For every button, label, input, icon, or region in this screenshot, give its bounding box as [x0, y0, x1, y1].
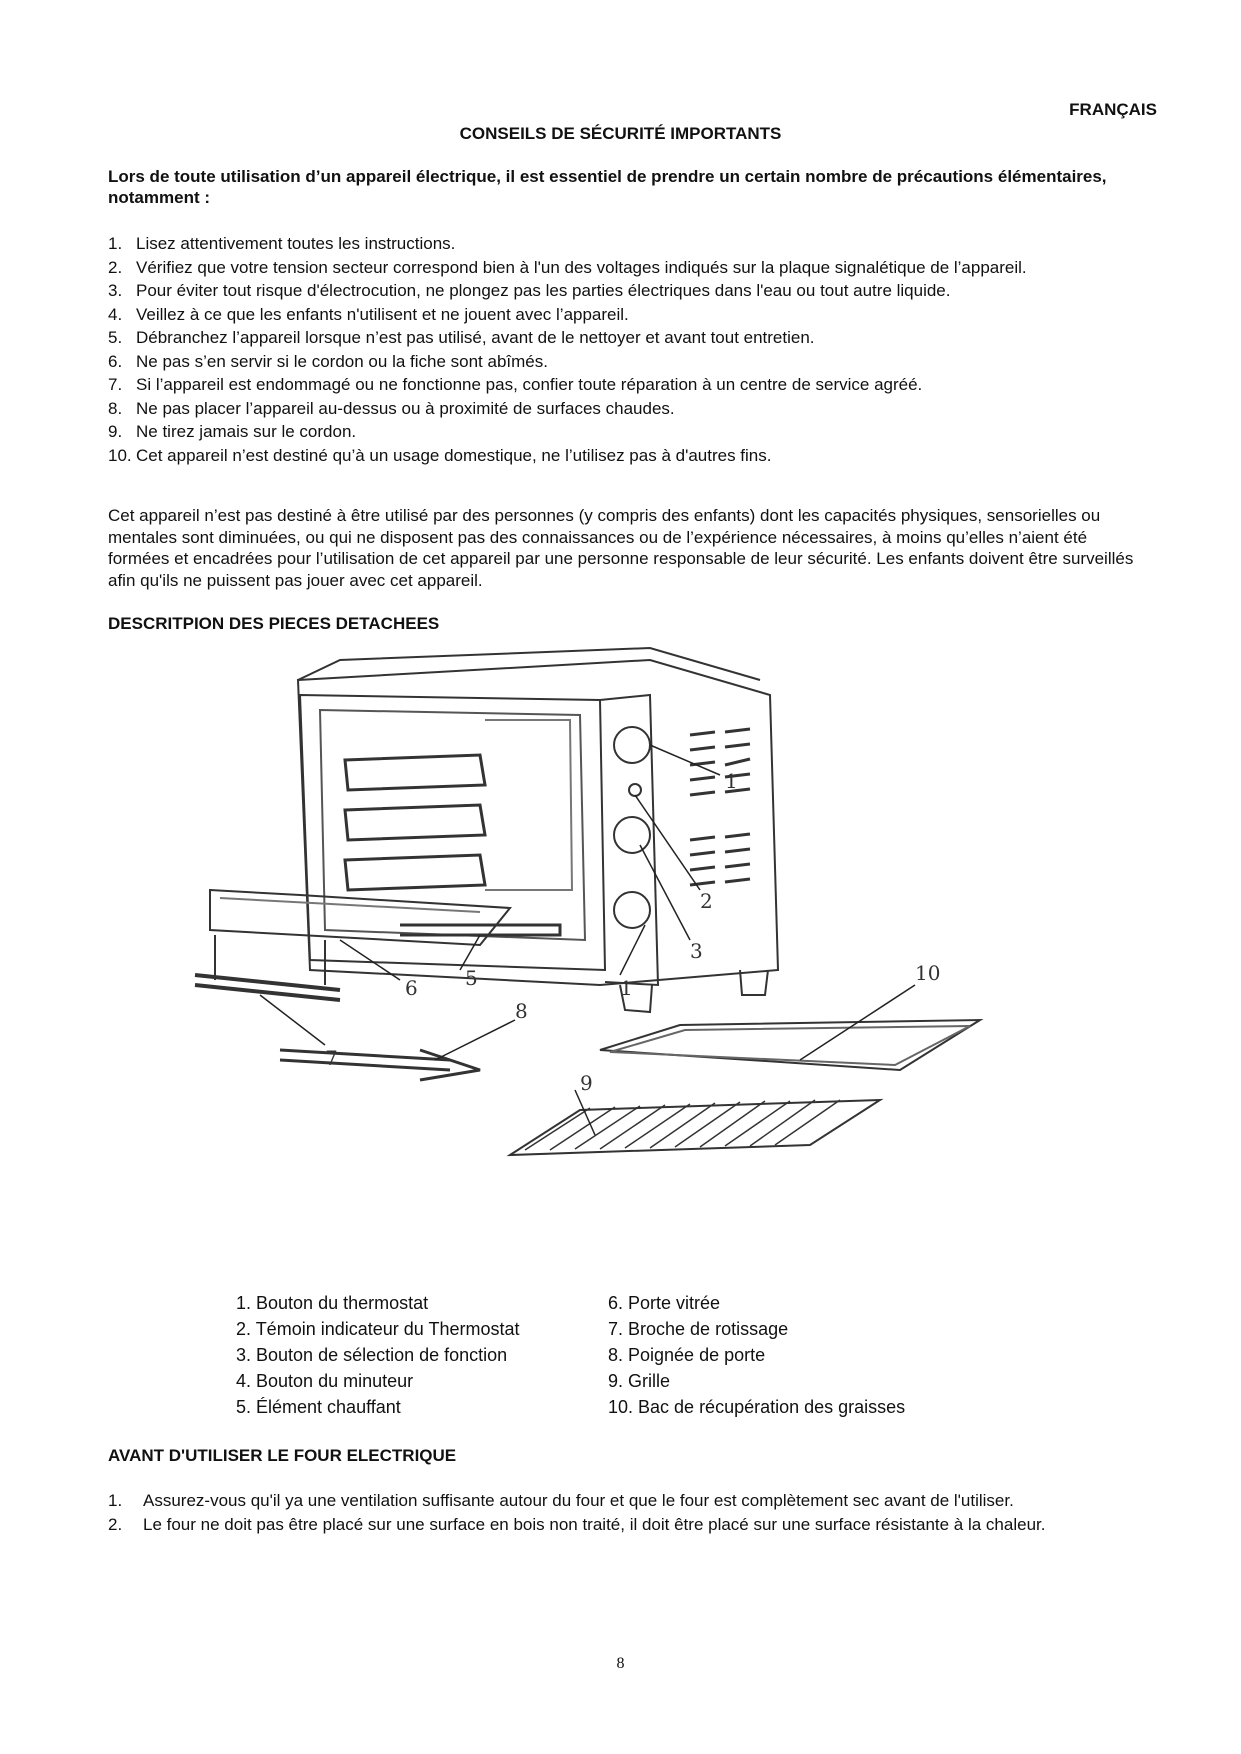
callout-4: 1 — [620, 976, 633, 1000]
item-text: Veillez à ce que les enfants n'utilisent et ne jouent avec l’appareil. — [136, 304, 629, 324]
legend-item: 5. Élément chauffant — [236, 1397, 401, 1417]
list-item — [108, 232, 1148, 256]
item-number: 9. — [108, 422, 123, 441]
legend-item: 8. Poignée de porte — [608, 1345, 766, 1365]
callout-5: 5 — [465, 966, 478, 990]
item-text: Cet appareil n’est destiné qu’à un usage domestique, ne l’utilisez pas à d'autres fins. — [136, 445, 772, 465]
list-item — [108, 279, 1148, 303]
parts-legend — [236, 1290, 996, 1420]
legend-item: 4. Bouton du minuteur — [236, 1371, 414, 1391]
list-item — [108, 256, 1148, 280]
item-text: Pour éviter tout risque d'électrocution, ne plongez pas les parties électriques dans l'eau ou tout autre liquide. — [136, 281, 951, 300]
legend-item: 1. Bouton du thermostat — [236, 1293, 429, 1313]
glass-door — [210, 890, 510, 945]
list-item — [108, 303, 1148, 327]
leader-line — [640, 845, 690, 940]
safety-title: CONSEILS DE SÉCURITÉ IMPORTANTS — [459, 124, 782, 143]
callout-8: 8 — [515, 999, 528, 1023]
callout-3: 3 — [690, 939, 703, 963]
item-text: Ne pas placer l’appareil au-dessus ou à proximité de surfaces chaudes. — [136, 398, 675, 418]
item-text: Si l’appareil est endommagé ou ne fonctionne pas, confier toute réparation à un centre de service agréé. — [136, 375, 923, 394]
safety-intro: Lors de toute utilisation d’un appareil électrique, il est essentiel de prendre un certain nombre de précautions élémentaires, notamment : — [108, 167, 1107, 207]
callout-10: 10 — [915, 961, 941, 985]
rotisserie-spit — [195, 975, 340, 1000]
timer-knob — [614, 892, 650, 928]
legend-item: 9. Grille — [608, 1371, 671, 1391]
item-number: 1. — [108, 234, 123, 253]
item-text: Ne tirez jamais sur le cordon. — [136, 422, 357, 441]
item-text: Lisez attentivement toutes les instructions. — [136, 234, 456, 253]
indicator-light — [629, 784, 641, 796]
vent-slots — [690, 729, 750, 885]
leader-line — [635, 795, 700, 890]
grill-rack — [510, 1100, 880, 1155]
callout-9: 9 — [580, 1071, 593, 1095]
item-text: Débranchez l’appareil lorsque n’est pas utilisé, avant de le nettoyer et avant tout entretien. — [136, 328, 815, 347]
legend-column-left — [236, 1290, 608, 1420]
list-item — [108, 1490, 1143, 1512]
legend-column-right — [608, 1290, 980, 1420]
item-number: 8. — [108, 398, 123, 418]
list-item — [108, 373, 1148, 397]
list-item — [108, 444, 1148, 468]
legend-item: 6. Porte vitrée — [608, 1293, 721, 1313]
list-item — [108, 420, 1148, 444]
list-item — [108, 350, 1148, 374]
legend-item: 7. Broche de rotissage — [608, 1319, 789, 1339]
legend-item: 2. Témoin indicateur du Thermostat — [236, 1319, 520, 1339]
door-handle-tool — [280, 1050, 480, 1080]
before-use-heading: AVANT D'UTILISER LE FOUR ELECTRIQUE — [108, 1446, 457, 1465]
item-number: 2. — [108, 257, 123, 277]
oven-diagram — [180, 640, 1080, 1250]
leader-line — [575, 1090, 595, 1135]
list-item — [108, 397, 1148, 421]
list-item — [108, 1514, 1143, 1536]
page-number: 8 — [616, 1655, 625, 1672]
thermostat-knob — [614, 727, 650, 763]
legend-item: 3. Bouton de sélection de fonction — [236, 1345, 508, 1365]
item-text: Ne pas s’en servir si le cordon ou la fiche sont abîmés. — [136, 351, 548, 371]
function-knob — [614, 817, 650, 853]
parts-heading: DESCRITPION DES PIECES DETACHEES — [108, 614, 440, 633]
callout-2: 2 — [700, 889, 713, 913]
item-number: 3. — [108, 281, 123, 300]
item-text: Le four ne doit pas être placé sur une surface en bois non traité, il doit être placé sur une surface résistante à la chaleur. — [143, 1515, 1046, 1534]
list-item — [108, 326, 1148, 350]
leader-line — [620, 925, 645, 975]
item-number: 7. — [108, 375, 123, 394]
item-number: 2. — [108, 1515, 123, 1534]
item-text: Assurez-vous qu'il ya une ventilation suffisante autour du four et que le four est complètement sec avant de l'utiliser. — [143, 1491, 1014, 1510]
leader-line — [260, 995, 325, 1045]
callout-1: 1 — [725, 769, 738, 793]
before-use-list — [108, 1490, 1143, 1538]
leader-line — [435, 1020, 515, 1060]
safety-list — [108, 232, 1148, 467]
callout-7: 7 — [325, 1046, 338, 1070]
item-number: 6. — [108, 351, 123, 371]
item-text: Vérifiez que votre tension secteur correspond bien à l'un des voltages indiqués sur la plaque signalétique de l’appareil. — [136, 257, 1027, 277]
leader-line — [650, 745, 720, 775]
item-number: 1. — [108, 1491, 123, 1510]
heating-element — [400, 925, 560, 935]
callout-6: 6 — [405, 976, 418, 1000]
item-number: 5. — [108, 328, 123, 347]
item-number: 4. — [108, 304, 123, 324]
legend-item: 10. Bac de récupération des graisses — [608, 1397, 906, 1417]
language-label: FRANÇAIS — [1069, 100, 1157, 119]
item-number: 10. — [108, 445, 132, 465]
safety-paragraph: Cet appareil n’est pas destiné à être utilisé par des personnes (y compris des enfants) dont les capacités physiques, sensorielles ou mentales sont diminuées, ou qui ne disposent pas des connaissances ou de l’expérience nécessaires, à moins qu’elles n’aient été formées et encadrées pour l’utilisation de cet appareil par une personne responsable de leur sécurité. Les enfants doivent être surveillés afin qu'ils ne puissent pas jouer avec cet appareil. — [108, 506, 1134, 590]
